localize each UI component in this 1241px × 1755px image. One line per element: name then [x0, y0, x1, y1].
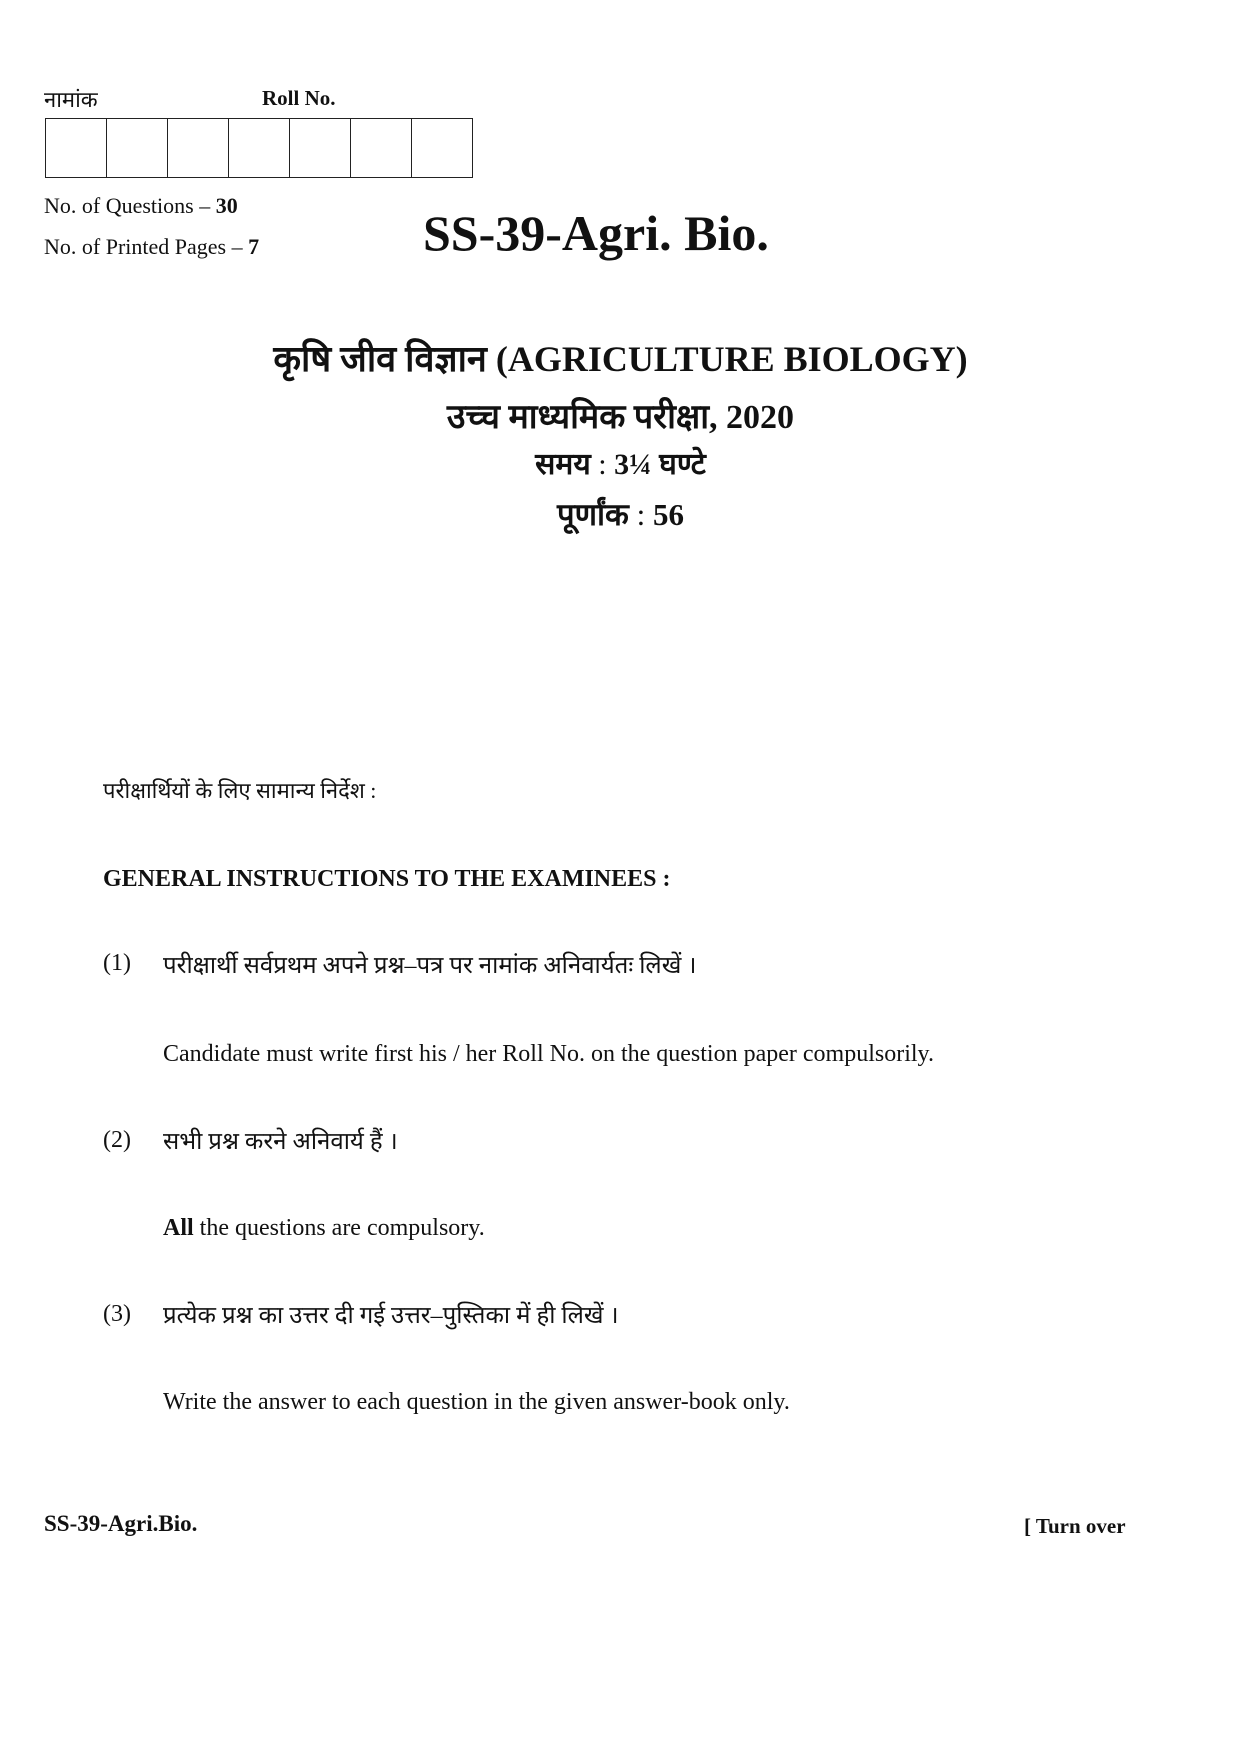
questions-count-label: No. of Questions –: [44, 193, 211, 218]
subject-title: [0, 333, 1241, 382]
time-label: समय: [535, 448, 591, 481]
pages-count-value: 7: [248, 234, 260, 259]
roll-number-box: [46, 119, 107, 177]
roll-number-label-hindi: नामांक: [44, 87, 98, 112]
roll-number-box: [412, 119, 472, 177]
paper-code: SS-39-Agri. Bio.: [423, 205, 769, 261]
marks-label: पूर्णांक: [557, 497, 629, 532]
roll-number-label: Roll No.: [262, 86, 336, 110]
instruction-number: (3): [103, 1301, 131, 1327]
instructions-heading-hindi: परीक्षार्थियों के लिए सामान्य निर्देश :: [103, 778, 377, 803]
turn-over-note: [ Turn over: [1024, 1514, 1126, 1538]
instruction-number: (2): [103, 1127, 131, 1153]
marks-value: 56: [652, 497, 684, 532]
questions-count-value: 30: [215, 193, 238, 218]
roll-number-boxes: [45, 118, 473, 178]
time-value: 3¼ घण्टे: [614, 448, 706, 481]
questions-count-line: [44, 193, 238, 219]
exam-name: उच्च माध्यमिक परीक्षा, 2020: [446, 399, 795, 436]
time-line: समय : 3¼ घण्टे: [535, 448, 706, 481]
instruction-text-hindi: प्रत्येक प्रश्न का उत्तर दी गई उत्तर–पुस्तिका में ही लिखें ।: [163, 1303, 619, 1329]
instruction-text-hindi: सभी प्रश्न करने अनिवार्य हैं ।: [163, 1129, 398, 1155]
marks-line: पूर्णांक : 56: [557, 497, 684, 532]
roll-number-box: [351, 119, 412, 177]
footer-paper-code: SS-39-Agri.Bio.: [44, 1511, 198, 1536]
pages-count-label: No. of Printed Pages –: [44, 234, 243, 259]
subject-title-english: (AGRICULTURE BIOLOGY): [495, 339, 968, 379]
instruction-text: Candidate must write first his / her Roll No. on the question paper compulsorily.: [163, 1041, 934, 1067]
instruction-number: (1): [103, 950, 131, 976]
roll-number-box: [107, 119, 168, 177]
instructions-heading: GENERAL INSTRUCTIONS TO THE EXAMINEES :: [103, 866, 671, 892]
roll-number-box: [168, 119, 229, 177]
instruction-text-hindi: परीक्षार्थी सर्वप्रथम अपने प्रश्न–पत्र पर नामांक अनिवार्यतः लिखें ।: [163, 953, 697, 979]
subject-title-hindi: कृषि जीव विज्ञान: [273, 339, 487, 379]
instruction-text: Write the answer to each question in the given answer-book only.: [163, 1389, 790, 1415]
roll-number-box: [229, 119, 290, 177]
instruction-text-rest: the questions are compulsory.: [199, 1215, 485, 1241]
pages-count-line: [44, 234, 259, 260]
roll-number-box: [290, 119, 351, 177]
instruction-text: [163, 1215, 485, 1242]
instruction-emphasis: All: [163, 1215, 194, 1241]
